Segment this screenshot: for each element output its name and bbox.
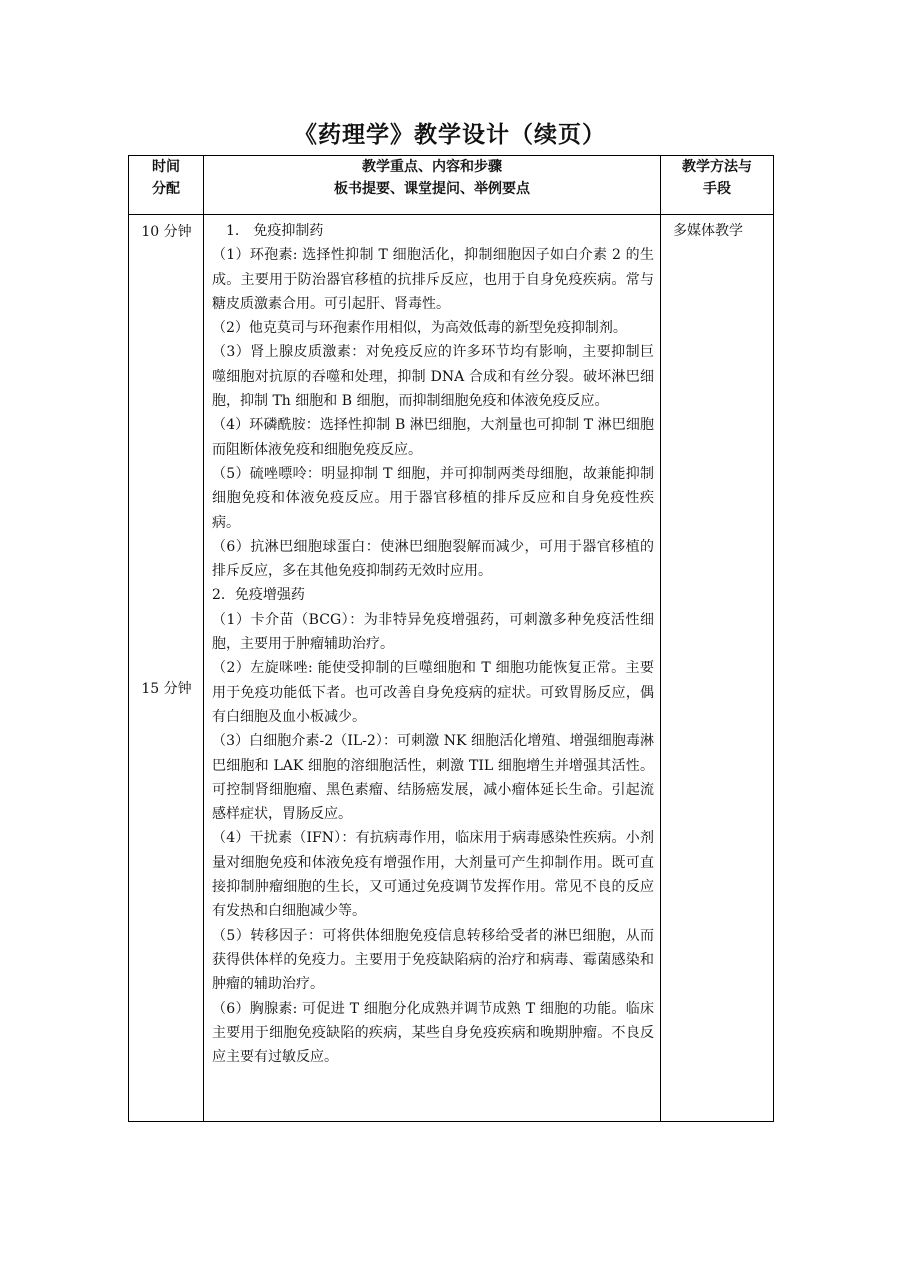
content-paragraph: （5）转移因子：可将供体细胞免疫信息转移给受者的淋巴细胞，从而获得供体样的免疫力。主要用于免疫缺陷病的治疗和病毒、霉菌感染和肿瘤的辅助治疗。: [212, 927, 654, 993]
content-paragraph: （2）左旋咪唑: 能使受抑制的巨噬细胞和 T 细胞功能恢复正常。主要用于免疫功能低下者。也可改善自身免疫病的症状。可致胃肠反应，偶有白细胞及血小板减少。: [212, 660, 654, 725]
table-header-row: [129, 156, 774, 215]
content-paragraph: （5）硫唑嘌呤：明显抑制 T 细胞，并可抑制两类母细胞，故兼能抑制细胞免疫和体液免疫反应。用于器官移植的排斥反应和自身免疫性疾病。: [212, 465, 654, 531]
table-body-row: [129, 215, 774, 1122]
content-paragraph: （1）卡介苗（BCG）：为非特异免疫增强药，可刺激多种免疫活性细胞，主要用于肿瘤辅助治疗。: [212, 611, 654, 653]
header-content-line1: 教学重点、内容和步骤: [362, 159, 502, 175]
content-paragraph: （3）肾上腺皮质激素：对免疫反应的许多环节均有影响，主要抑制巨噬细胞对抗原的吞噬和处理，抑制 DNA 合成和有丝分裂。破坏淋巴细胞，抑制 Th 细胞和 B 细胞，而抑制细胞免疫和体液免疫反应。: [212, 344, 654, 410]
content-paragraph: （6）抗淋巴细胞球蛋白：使淋巴细胞裂解而减少，可用于器官移植的排斥反应，多在其他免疫抑制药无效时应用。: [212, 538, 654, 580]
teaching-plan-table: [128, 155, 774, 1122]
method-text: 多媒体教学: [673, 223, 743, 239]
content-paragraph: （1）环孢素: 选择性抑制 T 细胞活化，抑制细胞因子如白介素 2 的生成。主要用于防治器官移植的抗排斥反应，也用于自身免疫疾病。常与糖皮质激素合用。可引起肝、肾毒性。: [212, 247, 654, 312]
content-paragraph: （6）胸腺素: 可促进 T 细胞分化成熟并调节成熟 T 细胞的功能。临床主要用于细胞免疫缺陷的疾病，某些自身免疫疾病和晚期肿瘤。不良反应主要有过敏反应。: [212, 1000, 654, 1066]
content-cell: [204, 215, 661, 1122]
content-paragraph: （4）干扰素（IFN）：有抗病毒作用，临床用于病毒感染性疾病。小剂量对细胞免疫和体液免疫有增强作用，大剂量可产生抑制作用。既可直接抑制肿瘤细胞的生长，又可通过免疫调节发挥作用。常见不良的反应有发热和白细胞减少等。: [212, 830, 654, 920]
header-method-line2: 手段: [703, 181, 731, 197]
time-label-1: 10 分钟: [141, 224, 192, 240]
section-heading-immunostimulants: 2．免疫增强药: [212, 587, 305, 604]
header-time-line2: 分配: [152, 181, 180, 197]
header-content-line2: 板书提要、课堂提问、举例要点: [334, 181, 530, 197]
header-time-line1: 时间: [152, 159, 180, 175]
header-content: [204, 156, 661, 215]
section-heading-immunosuppressants: 1. 免疫抑制药: [226, 223, 324, 239]
time-label-2: 15 分钟: [141, 681, 192, 697]
page-title: 《药理学》教学设计（续页）: [294, 121, 606, 148]
content-paragraph: （3）白细胞介素-2（IL-2）：可刺激 NK 细胞活化增殖、增强细胞毒淋巴细胞和 LAK 细胞的溶细胞活性，刺激 TIL 细胞增生并增强其活性。可控制肾细胞瘤、黑色素瘤、结肠癌发展，减小瘤体延长生命。引起流感样症状，胃肠反应。: [212, 733, 654, 823]
header-time: [129, 156, 204, 215]
header-method-line1: 教学方法与: [682, 159, 752, 175]
content-paragraph: （4）环磷酰胺：选择性抑制 B 淋巴细胞，大剂量也可抑制 T 淋巴细胞而阻断体液免疫和细胞免疫反应。: [212, 417, 654, 458]
time-cell: [129, 215, 204, 1122]
method-cell: [661, 215, 774, 1122]
header-method: [661, 156, 774, 215]
content-paragraph: （2）他克莫司与环孢素作用相似，为高效低毒的新型免疫抑制剂。: [212, 320, 627, 337]
